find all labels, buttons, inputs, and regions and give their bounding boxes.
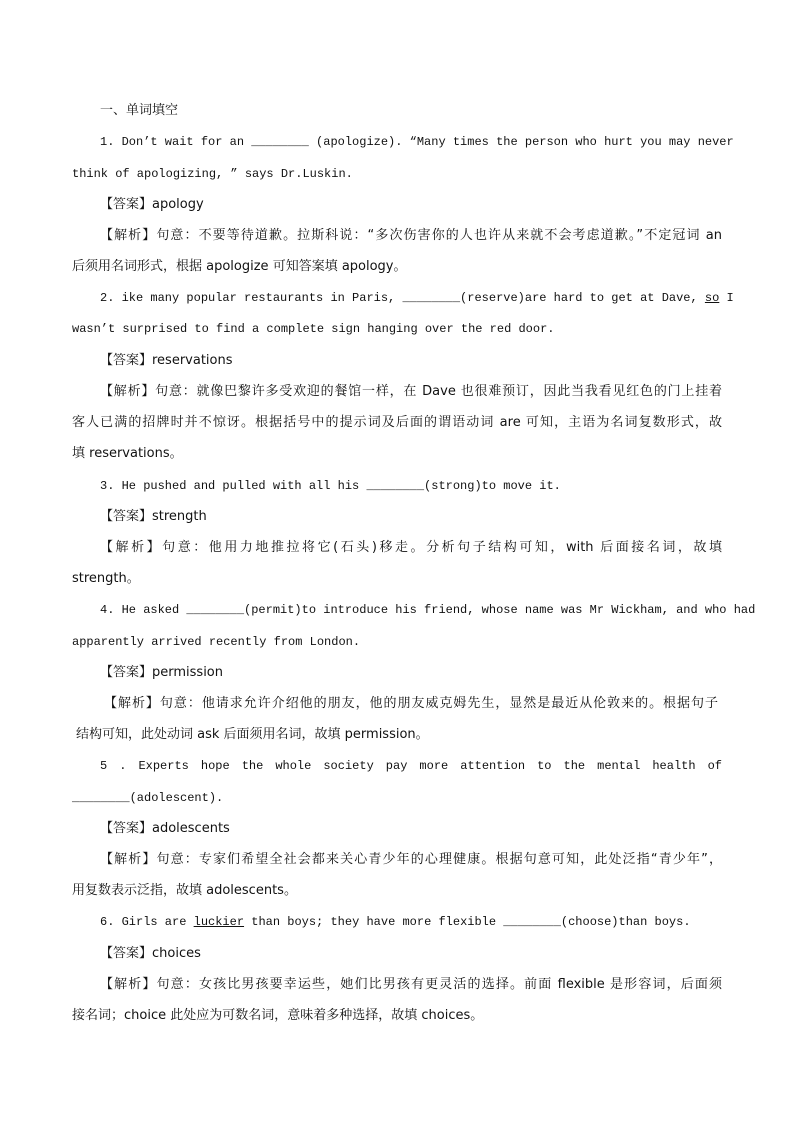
q4-text-line-2: apparently arrived recently from London. (72, 635, 361, 649)
q4-answer: 【答案】permission (100, 665, 223, 680)
q5-answer: 【答案】adolescents (100, 821, 230, 836)
q2-explanation-line-2: 客人已满的招牌时并不惊讶。根据括号中的提示词及后面的谓语动词 are 可知，主语为名词复数形式，故 (72, 415, 722, 430)
q5-text-line-2: ________(adolescent). (72, 791, 224, 805)
q5-text-line-1: 5 . Experts hope the whole society pay more attention to the mental health of (100, 759, 722, 773)
q4-text-line-1: 4. He asked ________(permit)to introduce his friend, whose name was Mr Wickham, and who had (100, 603, 756, 617)
q2-text-part-a: 2. ike many popular restaurants in Paris, ________(reserve)are hard to get at Dave, (100, 291, 705, 305)
q5-explanation-line-2: 用复数表示泛指，故填 adolescents。 (72, 883, 297, 898)
q3-answer: 【答案】strength (100, 509, 207, 524)
q1-explanation-line-2: 后须用名词形式，根据 apologize 可知答案填 apology。 (72, 259, 407, 274)
q3-text-line-1: 3. He pushed and pulled with all his ________(strong)to move it. (100, 479, 561, 493)
q2-explanation-line-1: 【解析】句意：就像巴黎许多受欢迎的餐馆一样，在 Dave 也很难预订，因此当我看见红色的门上挂着 (100, 384, 722, 399)
q6-explanation-line-1: 【解析】句意：女孩比男孩要幸运些，她们比男孩有更灵活的选择。前面 flexible 是形容词，后面须 (100, 977, 722, 992)
q2-text-part-b: I (719, 291, 734, 305)
q3-explanation-line-1: 【解析】句意：他用力地推拉将它(石头)移走。分析句子结构可知，with 后面接名词，故填 (100, 540, 722, 555)
q1-text-line-1: 1. Don’t wait for an ________ (apologize). “Many times the person who hurt you may never (100, 135, 734, 149)
q6-text-part-b: than boys; they have more flexible ________(choose)than boys. (244, 915, 691, 929)
q2-text-line-2: wasn’t surprised to find a complete sign hanging over the red door. (72, 322, 555, 336)
q2-text-line-1 (100, 288, 734, 308)
q4-explanation-line-1: 【解析】句意：他请求允许介绍他的朋友，他的朋友威克姆先生，显然是最近从伦敦来的。根据句子 (104, 696, 718, 711)
section-title: 一、单词填空 (100, 103, 179, 118)
q6-underlined-luckier: luckier (193, 915, 245, 929)
q1-text-line-2: think of apologizing, ” says Dr.Luskin. (72, 167, 353, 181)
q2-explanation-line-3: 填 reservations。 (72, 446, 183, 461)
q6-explanation-line-2: 接名词；choice 此处应为可数名词，意味着多种选择，故填 choices。 (72, 1008, 484, 1023)
q1-explanation-line-1: 【解析】句意：不要等待道歉。拉斯科说：“多次伤害你的人也许从来就不会考虑道歉。”不定冠词 an (100, 228, 722, 243)
q4-explanation-line-2: 结构可知，此处动词 ask 后面须用名词，故填 permission。 (76, 727, 429, 742)
q2-underlined-so: so (704, 291, 720, 305)
q1-answer: 【答案】apology (100, 197, 204, 212)
q6-text-part-a: 6. Girls are (100, 915, 194, 929)
q2-answer: 【答案】reservations (100, 353, 233, 368)
q6-text-line-1 (100, 912, 722, 932)
q6-answer: 【答案】choices (100, 946, 201, 961)
q5-explanation-line-1: 【解析】句意：专家们希望全社会都来关心青少年的心理健康。根据句意可知，此处泛指“青少年”， (100, 852, 722, 867)
q3-explanation-line-2: strength。 (72, 571, 140, 586)
